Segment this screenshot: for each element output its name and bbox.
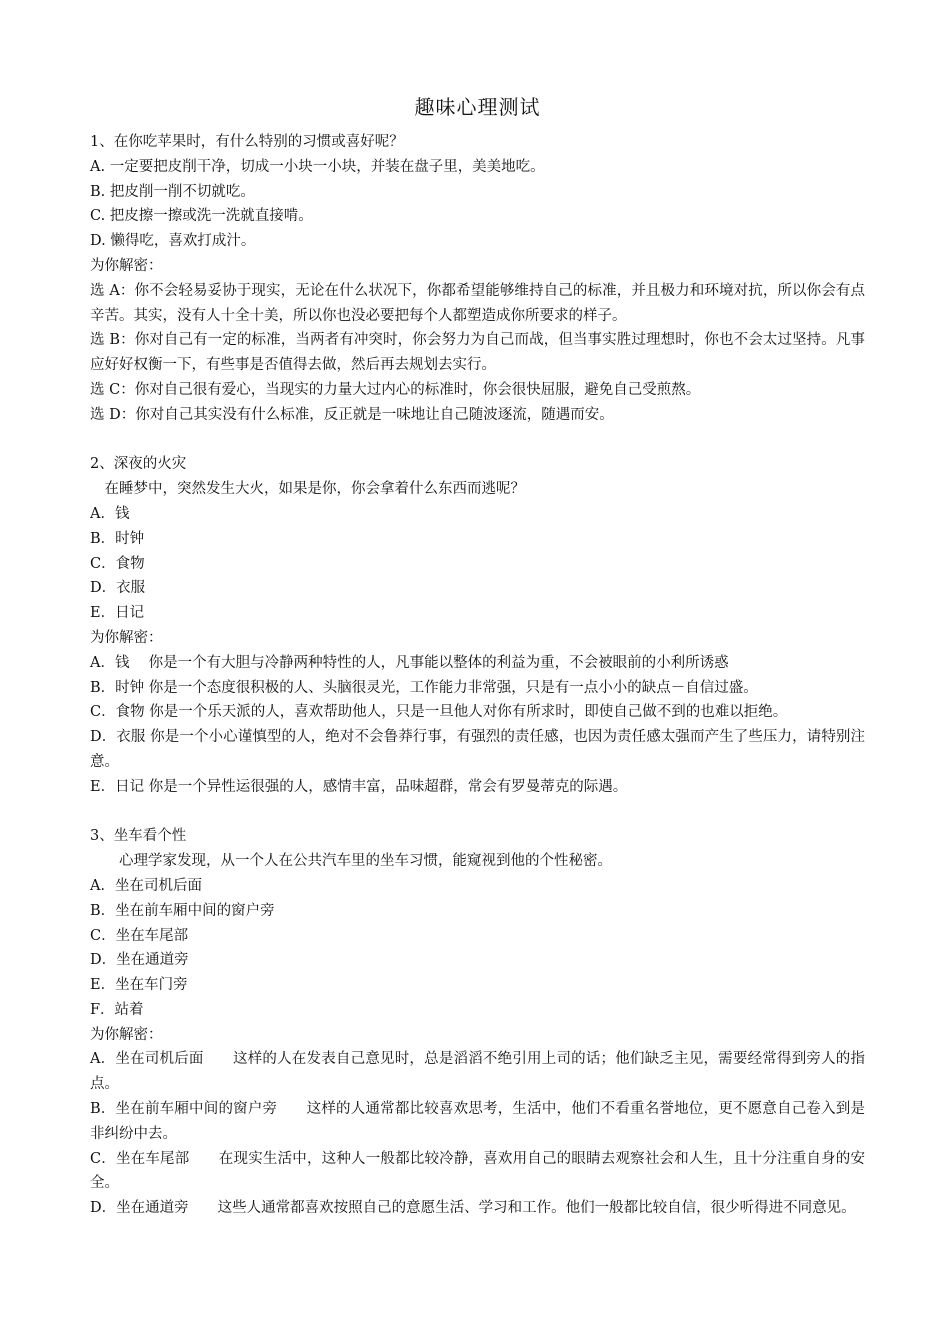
answer-a: 选 A：你不会轻易妥协于现实，无论在什么状况下，你都希望能够维持自己的标准，并且极力和环境对抗，所以你会有点辛苦。其实，没有人十全十美，所以你也没必要把每个人都塑造成你所要求的样子。	[90, 282, 865, 324]
option-d: D. 懒得吃，喜欢打成汁。	[90, 233, 256, 250]
option-a: A．钱	[90, 505, 130, 522]
answer-e: E．日记 你是一个异性运很强的人，感情丰富，品味超群，常会有罗曼蒂克的际遇。	[90, 778, 628, 795]
answer-d: D．衣服 你是一个小心谨慎型的人，绝对不会鲁莽行事，有强烈的责任感，也因为责任感太强而产生了些压力，请特别注意。	[90, 729, 865, 770]
answer-c: C．食物 你是一个乐天派的人，喜欢帮助他人，只是一旦他人对你有所求时，即使自己做不到的也难以拒绝。	[90, 704, 788, 721]
option-a: A．坐在司机后面	[90, 877, 202, 894]
option-d: D．坐在通道旁	[90, 952, 189, 969]
answer-label: 为你解密：	[90, 257, 163, 274]
document-page	[90, 92, 865, 1221]
question-heading: 1、在你吃苹果时，有什么特别的习惯或喜好呢？	[90, 134, 404, 150]
answer-label: 为你解密：	[90, 1026, 163, 1043]
answer-c: C．坐在车尾部 在现实生活中，这种人一般都比较冷静，喜欢用自己的眼睛去观察社会和人生，且十分注重自身的安全。	[90, 1150, 865, 1192]
answer-d: 选 D：你对自己其实没有什么标准，反正就是一味地让自己随波逐流，随遇而安。	[90, 406, 614, 423]
question-1	[90, 130, 865, 428]
question-heading: 3、坐车看个性	[90, 828, 187, 845]
option-e: E．坐在车门旁	[90, 977, 188, 994]
answer-d: D．坐在通道旁 这些人通常都喜欢按照自己的意愿生活、学习和工作。他们一般都比较自信，很少听得进不同意见。	[90, 1200, 856, 1217]
answer-b: B．时钟 你是一个态度很积极的人、头脑很灵光，工作能力非常强，只是有一点小小的缺点－自信过盛。	[90, 679, 758, 696]
question-heading: 2、深夜的火灾	[90, 456, 187, 473]
question-intro: 在睡梦中，突然发生大火，如果是你，你会拿着什么东西而逃呢？	[104, 481, 525, 498]
option-e: E．日记	[90, 605, 145, 622]
answer-c: 选 C：你对自己很有爱心，当现实的力量大过内心的标准时，你会很快屈服，避免自己受煎熬。	[90, 381, 701, 398]
spacer	[90, 800, 865, 825]
answer-b: 选 B：你对自己有一定的标准，当两者有冲突时，你会努力为自己而战，但当事实胜过理想时，你也不会太过坚持。凡事应好好权衡一下，有些事是否值得去做，然后再去规划去实行。	[90, 332, 865, 374]
page-title: 趣味心理测试	[414, 95, 541, 119]
option-b: B. 把皮削一削不切就吃。	[90, 183, 255, 200]
answer-a: A．坐在司机后面 这样的人在发表自己意见时，总是滔滔不绝引用上司的话；他们缺乏主见，需要经常得到旁人的指点。	[90, 1051, 865, 1093]
option-d: D．衣服	[90, 580, 146, 597]
option-c: C．食物	[90, 555, 145, 572]
option-c: C．坐在车尾部	[90, 927, 189, 944]
question-3	[90, 824, 865, 1221]
spacer	[90, 428, 865, 453]
question-2	[90, 452, 865, 799]
answer-a: A．钱 你是一个有大胆与冷静两种特性的人，凡事能以整体的利益为重，不会被眼前的小利所诱惑	[90, 654, 729, 671]
question-intro: 心理学家发现，从一个人在公共汽车里的坐车习惯，能窥视到他的个性秘密。	[119, 853, 612, 870]
option-b: B．坐在前车厢中间的窗户旁	[90, 902, 275, 919]
answer-label: 为你解密：	[90, 629, 163, 646]
answer-b: B．坐在前车厢中间的窗户旁 这样的人通常都比较喜欢思考，生活中，他们不看重名誉地位，更不愿意自己卷入到是非纠纷中去。	[90, 1101, 865, 1142]
option-b: B．时钟	[90, 530, 145, 547]
option-c: C. 把皮擦一擦或洗一洗就直接啃。	[90, 208, 313, 225]
option-f: F．站着	[90, 1001, 144, 1018]
option-a: A. 一定要把皮削干净，切成一小块一小块，并装在盘子里，美美地吃。	[90, 158, 545, 175]
